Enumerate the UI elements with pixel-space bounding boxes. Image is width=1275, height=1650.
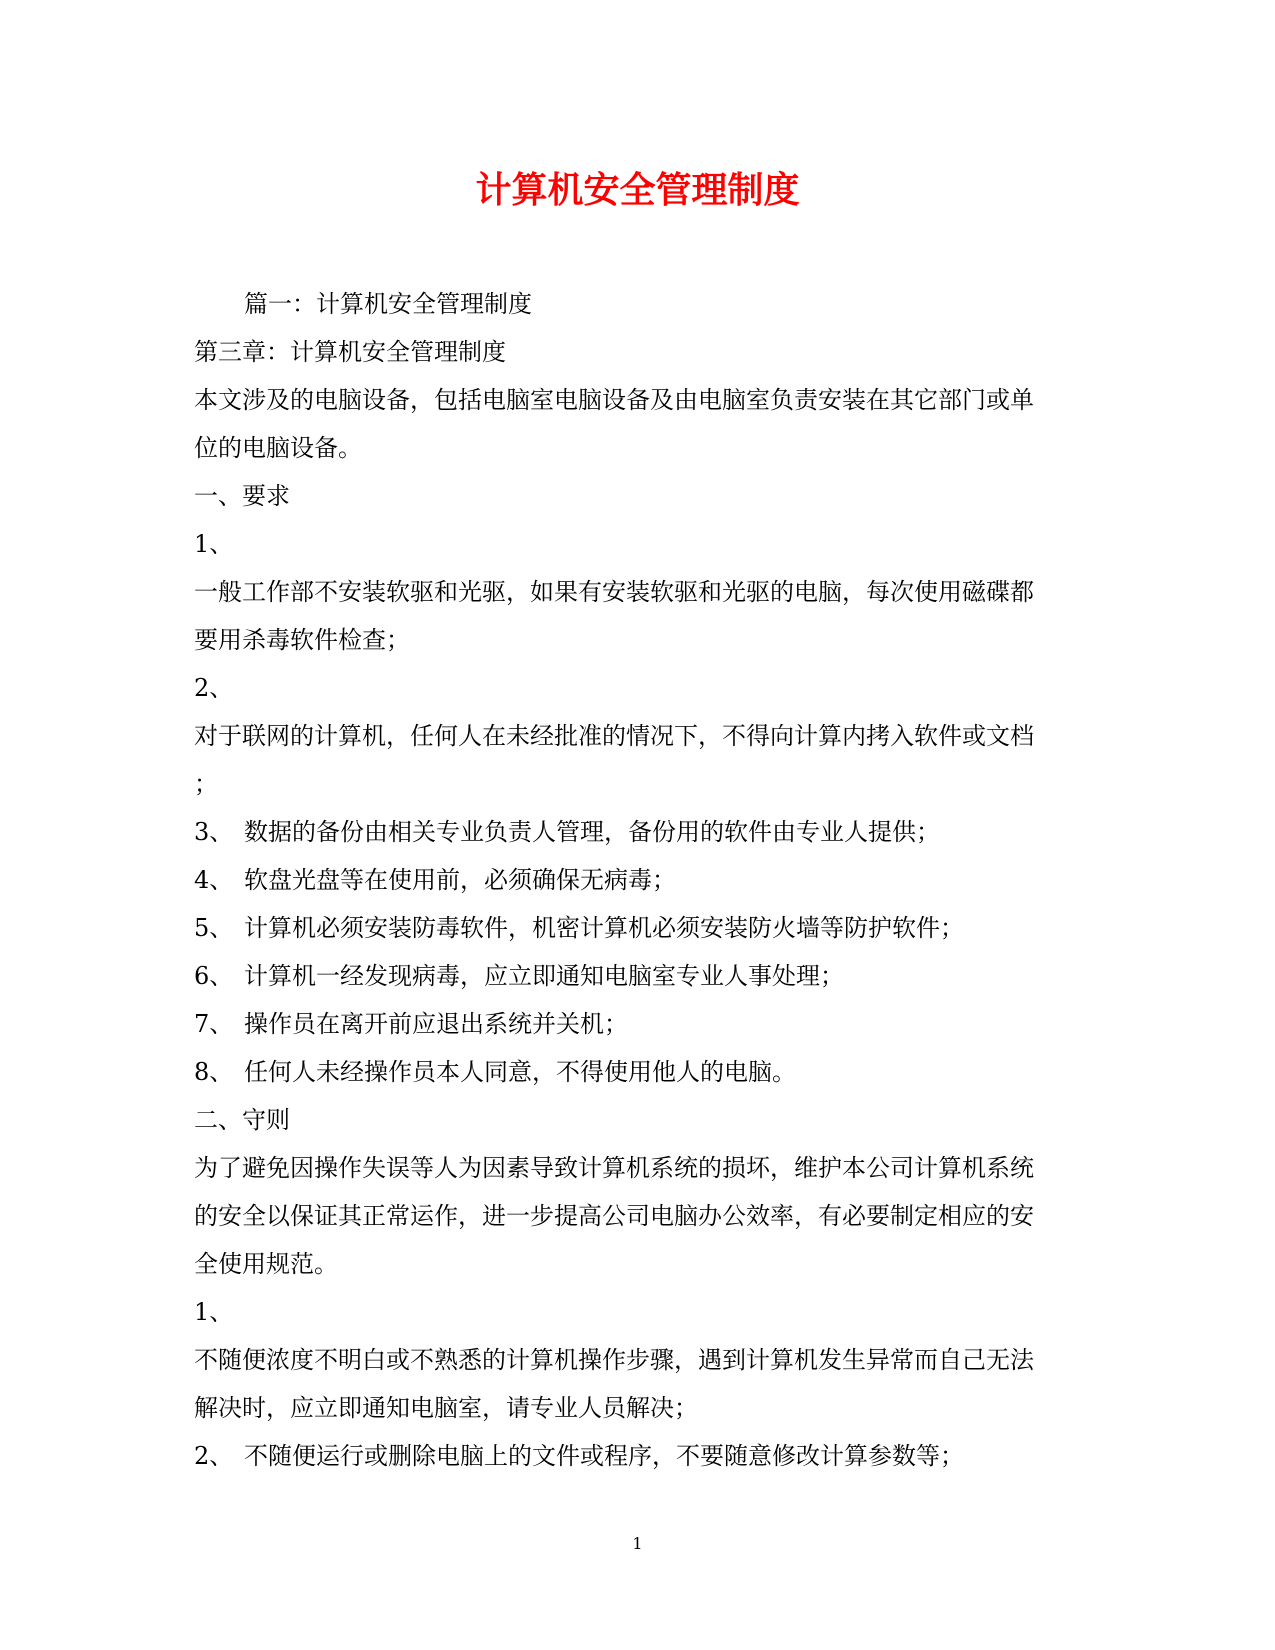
paragraph-line: 解决时，应立即通知电脑室，请专业人员解决； [194,1394,698,1422]
list-item-text: 不随便运行或删除电脑上的文件或程序，不要随意修改计算参数等； [244,1442,964,1470]
list-item-number: 7、 [194,1010,234,1038]
list-item-number: 5、 [194,914,234,942]
paragraph-line: 一般工作部不安装软驱和光驱，如果有安装软驱和光驱的电脑，每次使用磁碟都 [194,578,1034,606]
list-item [194,1000,1074,1048]
paragraph-line: 为了避免因操作失误等人为因素导致计算机系统的损坏，维护本公司计算机系统 [194,1154,1034,1182]
list-item-number: 2、 [194,1442,234,1470]
list-item-number: 3、 [194,818,234,846]
list-item-number: 8、 [194,1058,234,1086]
page-number: 1 [632,1534,643,1553]
list-item-text: 任何人未经操作员本人同意，不得使用他人的电脑。 [244,1058,796,1086]
list-item-text: 计算机必须安装防毒软件，机密计算机必须安装防火墙等防护软件； [244,914,964,942]
list-item-text: 数据的备份由相关专业负责人管理，备份用的软件由专业人提供； [244,818,940,846]
list-number: 1、 [194,1298,234,1326]
list-item [194,904,1074,952]
document-body [194,280,1074,1480]
paragraph-line: 全使用规范。 [194,1250,338,1278]
list-item-text: 操作员在离开前应退出系统并关机； [244,1010,628,1038]
paragraph-line: 不随便浓度不明白或不熟悉的计算机操作步骤，遇到计算机发生异常而自己无法 [194,1346,1034,1374]
list-item-text: 计算机一经发现病毒，应立即通知电脑室专业人事处理； [244,962,844,990]
list-item [194,952,1074,1000]
list-item-text: 软盘光盘等在使用前，必须确保无病毒； [244,866,676,894]
list-item [194,856,1074,904]
subsection-heading: 一、要求 [194,482,290,510]
paragraph-line: ； [194,770,218,798]
list-number: 2、 [194,674,234,702]
list-number: 1、 [194,530,234,558]
subsection-heading: 二、守则 [194,1106,290,1134]
list-item [194,1048,1074,1096]
paragraph-line: 位的电脑设备。 [194,434,362,462]
paragraph-line: 本文涉及的电脑设备，包括电脑室电脑设备及由电脑室负责安装在其它部门或单 [194,386,1034,414]
list-item-number: 4、 [194,866,234,894]
paragraph-line: 要用杀毒软件检查； [194,626,410,654]
paragraph-line: 对于联网的计算机，任何人在未经批准的情况下，不得向计算内拷入软件或文档 [194,722,1034,750]
list-item-number: 6、 [194,962,234,990]
list-item [194,808,1074,856]
list-item [194,1432,1074,1480]
paragraph-line: 的安全以保证其正常运作，进一步提高公司电脑办公效率，有必要制定相应的安 [194,1202,1034,1230]
section-heading: 篇一：计算机安全管理制度 [244,290,532,318]
chapter-heading: 第三章：计算机安全管理制度 [194,338,506,366]
document-title: 计算机安全管理制度 [475,169,800,211]
